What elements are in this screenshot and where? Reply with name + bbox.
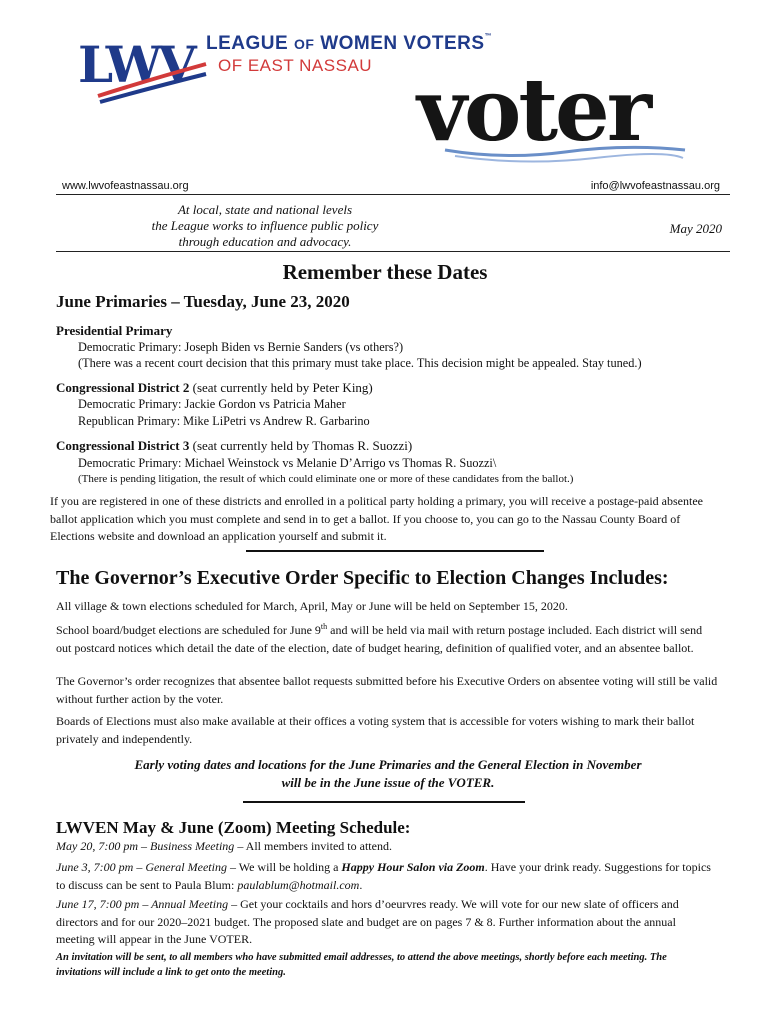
meeting-business-when: May 20, 7:00 pm – Business Meeting: [56, 839, 235, 853]
section-divider: [243, 801, 525, 803]
presidential-line: (There was a recent court decision that this primary must take place. This decision might be appealed. Stay tuned.): [78, 356, 642, 370]
meeting-general-end: .: [359, 877, 363, 892]
section-title-dates: Remember these Dates: [282, 260, 488, 284]
early-voting-line: will be in the June issue of the VOTER.: [281, 775, 495, 790]
cd2-title: Congressional District 2: [56, 380, 190, 395]
cd2-line: Democratic Primary: Jackie Gordon vs Patricia Maher: [78, 397, 346, 411]
happy-hour-salon: Happy Hour Salon via Zoom: [341, 860, 485, 874]
cd3-heading: [56, 438, 412, 454]
early-voting-line: Early voting dates and locations for the June Primaries and the General Election in November: [134, 757, 642, 772]
meeting-general-desc: – We will be holding a: [226, 860, 342, 874]
meeting-general-desc-2: . Have your drink ready. Suggestions for topics to discuss can be sent to Paula Blum:: [56, 860, 711, 892]
governor-p4: Boards of Elections must also make available at their offices a voting system that is accessible for voters wishing to mark their ballot privately and independently.: [56, 714, 695, 746]
meeting-annual-when: June 17, 7:00 pm – Annual Meeting: [56, 897, 229, 911]
governor-title: The Governor’s Executive Order Specific to Election Changes Includes:: [56, 567, 669, 589]
motto-line: through education and advocacy.: [178, 234, 352, 249]
presidential-line: Democratic Primary: Joseph Biden vs Bernie Sanders (vs others?): [78, 340, 404, 354]
invitation-note: An invitation will be sent, to all members who have submitted email addresses, to attend the above meetings, shortly before each meeting. The invitations will include a link to get onto the meeting.: [56, 952, 667, 978]
superscript: th: [320, 622, 328, 631]
cd3-litigation-note: (There is pending litigation, the result of which could eliminate one or more of these candidates from the ballot.): [78, 473, 574, 485]
trademark: ™: [484, 33, 493, 40]
lwv-logo: [78, 30, 208, 110]
email-link[interactable]: info@lwvofeastnassau.org: [590, 180, 720, 192]
motto-line: the League works to influence public policy: [151, 218, 379, 233]
logo-letters: LWV: [78, 35, 193, 94]
header-rule-bottom: [56, 251, 730, 252]
presidential-title: Presidential Primary: [56, 323, 173, 338]
org-word-women-voters: WOMEN VOTERS: [320, 33, 485, 54]
early-voting-note: [56, 756, 720, 792]
org-word-of: OF: [293, 36, 315, 52]
meeting-business: [56, 838, 720, 856]
contact-email[interactable]: paulablum@hotmail.com: [237, 877, 360, 892]
governor-p1: All village & town elections scheduled for March, April, May or June will be held on September 15, 2020.: [56, 599, 568, 613]
meeting-annual-desc: – Get your cocktails and hors d’oeurvres ready. We will vote for our new slate of officers and directors and for our 2020–2021 budget. The proposed slate and budget are on pages 7 & 8. Further information about the annual meeting will appear in the June VOTER.: [56, 897, 679, 946]
governor-p3: The Governor’s order recognizes that absentee ballot requests submitted before his Executive Orders on absentee voting will still be valid without further action by the voter.: [56, 674, 718, 706]
masthead-text: voter: [417, 68, 650, 161]
meeting-general-when: June 3, 7:00 pm – General Meeting: [56, 860, 227, 874]
governor-p2: [56, 618, 720, 657]
motto: [110, 202, 420, 250]
governor-p2-b: and will be held via mail with return postage included. Each district will send out postcard notices which detail the date of the election, date of budget hearing, definition of qualified voter, and an absentee ballot.: [56, 623, 703, 655]
meeting-business-desc: – All members invited to attend.: [234, 839, 392, 853]
meeting-general: [56, 859, 720, 894]
cd2-note: (seat currently held by Peter King): [192, 380, 373, 395]
org-word-league: LEAGUE: [206, 33, 289, 54]
cd2-heading: [56, 380, 373, 396]
section-divider: [246, 550, 544, 552]
cd2-line: Republican Primary: Mike LiPetri vs Andrew R. Garbarino: [78, 414, 370, 428]
org-name: [206, 33, 492, 55]
motto-line: At local, state and national levels: [177, 202, 353, 217]
org-chapter: OF EAST NASSAU: [218, 56, 373, 75]
meeting-annual: [56, 896, 696, 949]
header-rule: [56, 194, 730, 195]
governor-p2-a: School board/budget elections are scheduled for June 9: [56, 623, 321, 637]
cd3-line: Democratic Primary: Michael Weinstock vs Melanie D’Arrigo vs Thomas R. Suozzi\: [78, 456, 497, 470]
voter-masthead: [415, 68, 695, 168]
meetings-title: LWVEN May & June (Zoom) Meeting Schedule:: [56, 818, 411, 837]
cd3-title: Congressional District 3: [56, 438, 190, 453]
website-link[interactable]: www.lwvofeastnassau.org: [62, 180, 189, 192]
cd3-note: (seat currently held by Thomas R. Suozzi): [192, 438, 413, 453]
absentee-paragraph: If you are registered in one of these districts and enrolled in a political party holding a primary, you will receive a postage-paid absentee ballot application which you must complete and send in to get a ballot. If you choose to, you can go to the Nassau County Board of Elections website and download an application yourself and submit it.: [50, 494, 703, 543]
issue-date: May 2020: [669, 221, 722, 236]
primaries-heading: June Primaries – Tuesday, June 23, 2020: [56, 292, 350, 311]
